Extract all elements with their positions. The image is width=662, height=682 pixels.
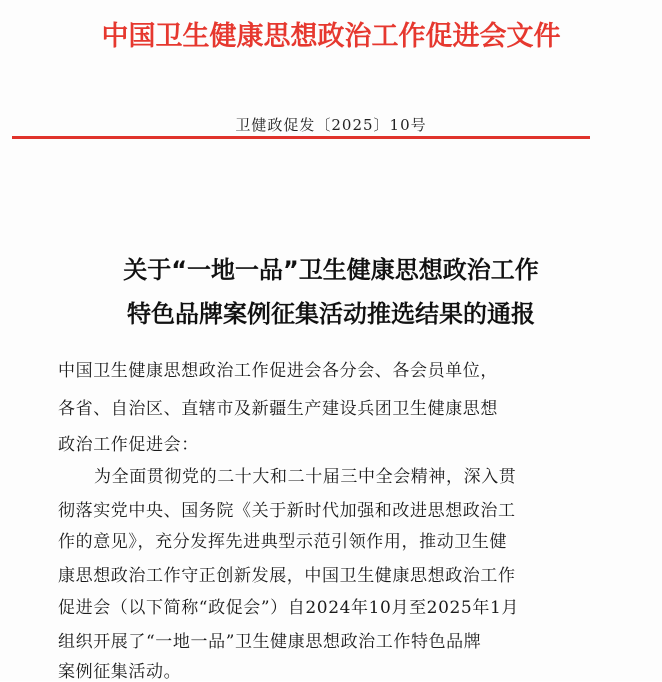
paragraph-line-7: 案例征集活动。 (58, 662, 182, 682)
document-title-line-1: 关于“一地一品”卫生健康思想政治工作 (123, 256, 539, 284)
document-number: 卫健政促发〔2025〕10号 (235, 116, 427, 134)
paragraph-line-5: 促进会（以下简称“政促会”）自2024年10月至2025年1月 (58, 598, 519, 618)
paragraph-line-3: 作的意见》，充分发挥先进典型示范引领作用，推动卫生健 (58, 532, 508, 552)
paragraph-line-2: 彻落实党中央、国务院《关于新时代加强和改进思想政治工 (58, 501, 516, 521)
document-masthead: 中国卫生健康思想政治工作促进会文件 (101, 21, 561, 52)
paragraph-line-4: 康思想政治工作守正创新发展，中国卫生健康思想政治工作 (58, 566, 516, 586)
red-divider-line (12, 136, 590, 139)
salutation-line-2: 各省、自治区、直辖市及新疆生产建设兵团卫生健康思想 (58, 399, 498, 419)
document-title-line-2: 特色品牌案例征集活动推选结果的通报 (127, 300, 535, 328)
paragraph-line-6: 组织开展了“一地一品”卫生健康思想政治工作特色品牌 (58, 632, 482, 652)
paragraph-line-1: 为全面贯彻党的二十大和二十届三中全会精神，深入贯 (94, 467, 517, 487)
salutation-line-1: 中国卫生健康思想政治工作促进会各分会、各会员单位， (58, 361, 498, 381)
salutation-line-3: 政治工作促进会： (58, 435, 199, 455)
